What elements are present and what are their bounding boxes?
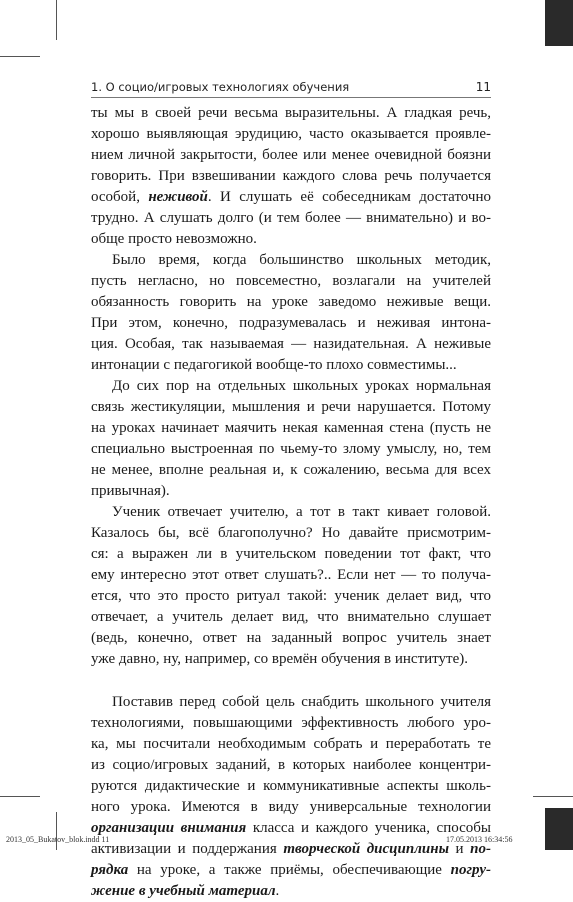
- text-run: ты мы в своей речи весьма выразительны. А гладкая речь,: [91, 105, 491, 121]
- text-line: [91, 250, 491, 271]
- text-run: При этом, конечно, подразумевалась и неживая интона-: [91, 315, 491, 331]
- text-line: [91, 502, 491, 523]
- text-run: технологиями, повышающими эффективность любого уро-: [91, 715, 491, 731]
- body-text: [91, 103, 491, 902]
- text-run: ция. Особая, так называемая — назидательная. А неживые: [91, 336, 491, 352]
- header-rule: [91, 97, 491, 98]
- text-run: и: [448, 841, 471, 857]
- text-run: привычная).: [91, 483, 170, 499]
- text-run: обще просто невозможно.: [91, 231, 257, 247]
- text-line: [91, 755, 491, 776]
- text-run: нием личной закрытости, более или менее очевидной боязни: [91, 147, 491, 163]
- text-run: ему интересно этот ответ слушать?.. Если нет — то получа-: [91, 567, 491, 583]
- paragraph-gap: [91, 670, 491, 692]
- text-line: [91, 397, 491, 418]
- text-run: не менее, вполне реальная и, к сожалению, весьма для всех: [91, 462, 491, 478]
- text-line: [91, 208, 491, 229]
- text-run: ся: а выражен ли в учительском поведении тот факт, что: [91, 546, 491, 562]
- text-line: [91, 376, 491, 397]
- text-line: [91, 124, 491, 145]
- emphasized-term: организации внимания: [91, 820, 247, 836]
- bleed-bar: [545, 808, 573, 850]
- text-line: [91, 187, 491, 208]
- text-run: ка, мы посчитали необходимым собрать и переработать те: [91, 736, 491, 752]
- crop-mark: [0, 56, 40, 57]
- crop-mark: [56, 0, 57, 40]
- text-run: Казалось бы, всё благополучно? Но давайте присмотрим-: [91, 525, 491, 541]
- text-run: пусть негласно, но повсеместно, возлагали на учителей: [91, 273, 491, 289]
- text-run: активизации и поддержания: [91, 841, 284, 857]
- emphasized-term: творческой дисциплины: [283, 841, 449, 857]
- text-run: особой,: [91, 189, 149, 205]
- text-run: на уроке, а также приёмы, обеспечивающие: [128, 862, 451, 878]
- text-run: Поставив перед собой цель снабдить школьного учителя: [112, 694, 491, 710]
- chapter-title: 1. О социо/игровых технологиях обучения: [91, 80, 350, 94]
- text-run: на уроках начинает маячить некая каменная стена (пусть не: [91, 420, 491, 436]
- text-line: [91, 481, 491, 502]
- text-line: [91, 818, 491, 839]
- text-line: [91, 334, 491, 355]
- text-run: связь жестикуляции, мышления и речи нарушается. Потому: [91, 399, 491, 415]
- text-line: [91, 460, 491, 481]
- text-run: Было время, когда большинство школьных методик,: [112, 252, 491, 268]
- footer-timestamp: 17.05.2013 16:34:56: [446, 835, 513, 844]
- text-run: . И слушать её собеседникам достаточно: [207, 189, 491, 205]
- text-run: интонации с педагогикой вообще-то плохо совместимы...: [91, 357, 457, 373]
- text-run: уже давно, ну, например, со времён обучения в институте).: [91, 651, 468, 667]
- text-line: [91, 439, 491, 460]
- text-run: (ведь, конечно, ответ на заданный вопрос учитель знает: [91, 630, 491, 646]
- text-line: [91, 565, 491, 586]
- text-line: [91, 586, 491, 607]
- emphasized-term: неживой: [148, 189, 208, 205]
- text-run: говорить. При взвешивании каждого слова речь получается: [91, 168, 491, 184]
- emphasized-term: рядка: [91, 862, 129, 878]
- crop-mark: [0, 796, 40, 797]
- text-line: [91, 797, 491, 818]
- bleed-bar: [545, 0, 573, 46]
- emphasized-term: по-: [470, 841, 491, 857]
- text-line: [91, 649, 491, 670]
- text-line: [91, 713, 491, 734]
- running-header: [91, 80, 491, 96]
- text-run: руются дидактические и коммуникативные аспекты школь-: [91, 778, 491, 794]
- text-line: [91, 103, 491, 124]
- emphasized-term: жение в учебный материал: [91, 883, 276, 899]
- emphasized-term: погру-: [450, 862, 491, 878]
- text-run: обязанность говорить на уроке заведомо неживые вещи.: [91, 294, 491, 310]
- text-run: ется, что это просто ритуал такой: ученик делает вид, что: [91, 588, 491, 604]
- text-line: [91, 271, 491, 292]
- text-run: До сих пор на отдельных школьных уроках нормальная: [112, 378, 491, 394]
- text-line: [91, 292, 491, 313]
- text-line: [91, 166, 491, 187]
- text-run: .: [275, 883, 280, 899]
- crop-mark: [533, 796, 573, 797]
- text-run: хорошо выявляющая эрудицию, часто оказывается проявле-: [91, 126, 491, 142]
- text-line: [91, 523, 491, 544]
- text-line: [91, 355, 491, 376]
- text-line: [91, 860, 491, 881]
- text-line: [91, 628, 491, 649]
- text-line: [91, 734, 491, 755]
- text-line: [91, 776, 491, 797]
- footer-filename: 2013_05_Bukatov_blok.indd 11: [6, 835, 110, 844]
- text-line: [91, 692, 491, 713]
- crop-mark: [56, 812, 57, 850]
- text-run: из социо/игровых заданий, в которых наиболее концентри-: [91, 757, 491, 773]
- text-line: [91, 418, 491, 439]
- text-run: специально выстроенная по чьему-то злому умыслу, но, тем: [91, 441, 491, 457]
- page-number: 11: [475, 80, 491, 94]
- text-run: класса и каждого ученика, способы: [246, 820, 491, 836]
- text-line: [91, 544, 491, 565]
- text-run: трудно. А слушать долго (и тем более — внимательно) и во-: [91, 210, 491, 226]
- text-line: [91, 313, 491, 334]
- text-line: [91, 145, 491, 166]
- text-run: Ученик отвечает учителю, а тот в такт кивает головой.: [112, 504, 491, 520]
- text-line: [91, 229, 491, 250]
- text-line: [91, 607, 491, 628]
- text-run: ного урока. Имеются в виду универсальные технологии: [91, 799, 491, 815]
- text-line: [91, 881, 491, 902]
- text-run: отвечает, а учитель делает вид, что внимательно слушает: [91, 609, 491, 625]
